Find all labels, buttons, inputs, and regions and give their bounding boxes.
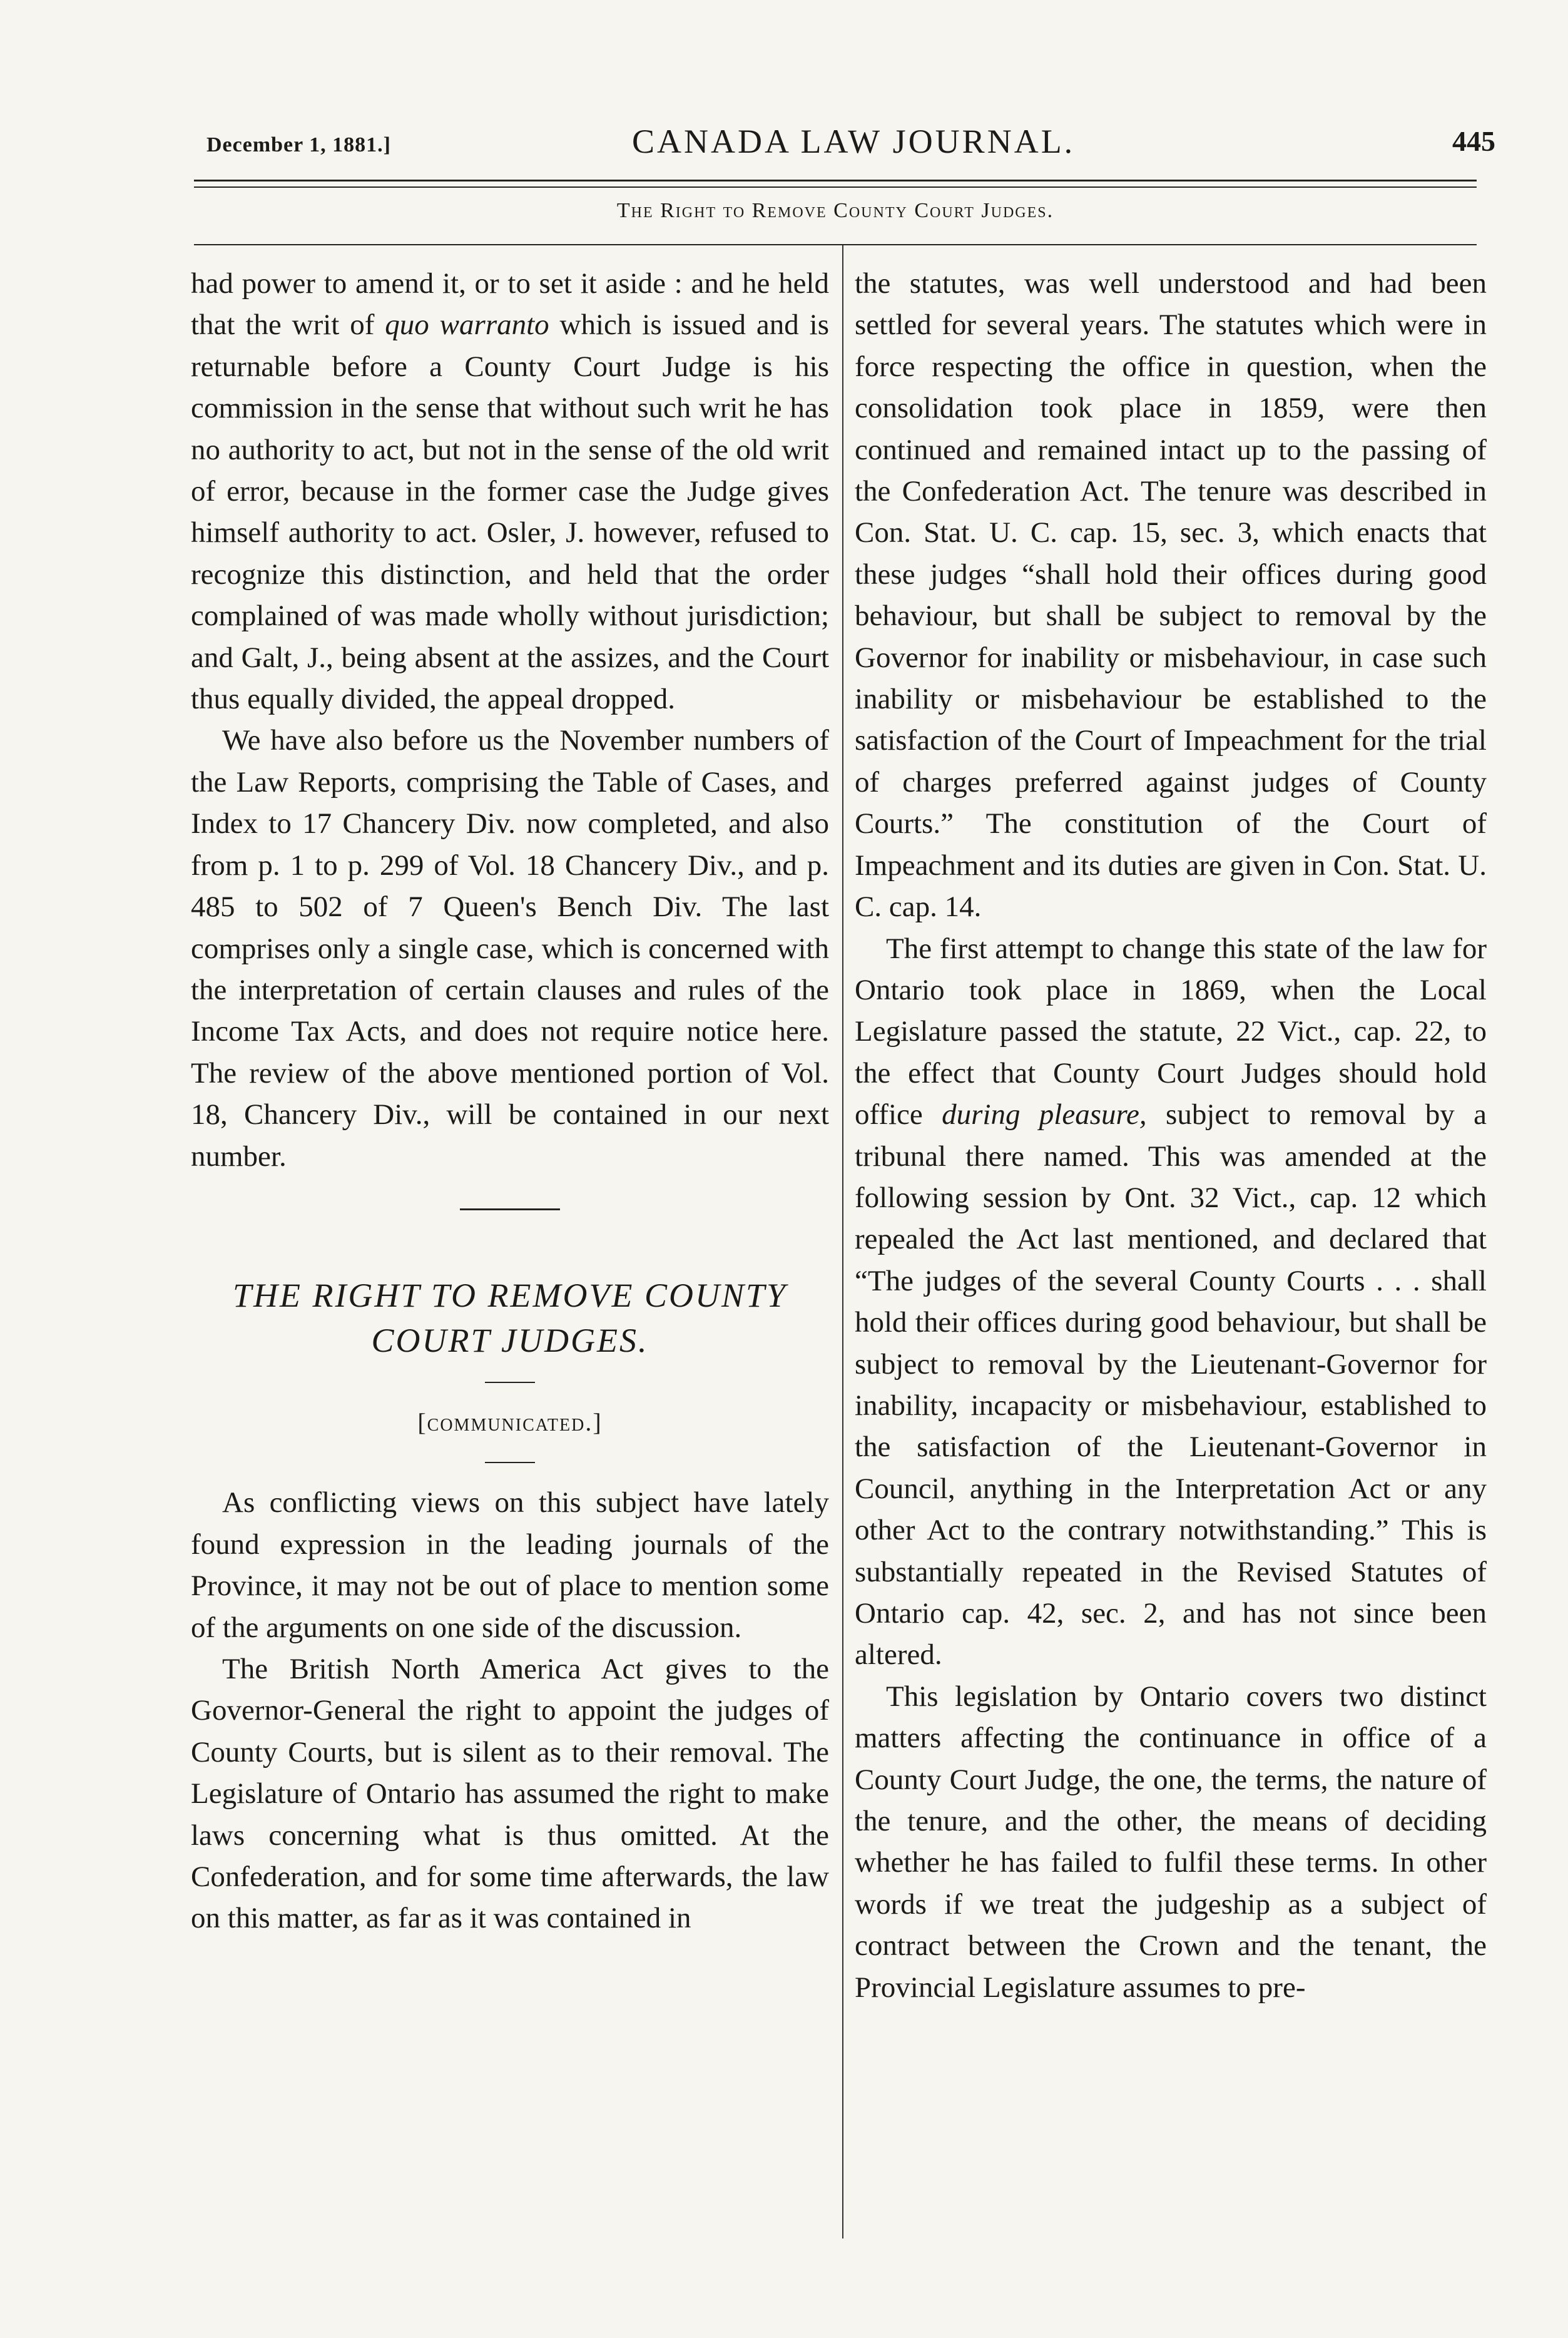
text-run: subject to removal by a tribunal there named. This was amended at the following session by Ont. 32 Vict., cap. 12 which repealed the Act last mentioned, and declared that “The judges of the several County Courts . . . shall hold their offices during good behaviour, but shall be subject to removal by the Lieutenant-Governor for inability, incapacity or misbehaviour, established to the satisfaction of the Lieutenant-Governor in Council, anything in the Interpretation Act or any other Act to the contrary notwithstanding.” This is substantially repeated in the Revised Statutes of Ontario cap. 42, sec. 2, and has not since been altered. (855, 1098, 1487, 1672)
byline-rule (485, 1462, 535, 1463)
paragraph: This legislation by Ontario covers two distinct matters affecting the continuance in office of a County Court Judge, the one, the terms, the nature of the tenure, and the other, the means of deciding whether he has failed to fulfil these terms. In other words if we treat the judgeship as a subject of contract between the Crown and the tenant, the Provincial Legislature assumes to pre- (855, 1680, 1487, 2004)
page-number: 445 (1452, 125, 1495, 157)
running-head (206, 122, 1495, 166)
italic-text: quo warranto (385, 309, 549, 342)
article-title (191, 1273, 829, 1363)
column-divider (842, 245, 843, 2238)
text-run: had power to amend it, or to set it aside : and he held that the writ of (191, 267, 829, 342)
issue-date: December 1, 1881.] (206, 133, 391, 156)
journal-title: CANADA LAW JOURNAL. (632, 123, 1076, 160)
paragraph: As conflicting views on this subject have lately found expression in the leading journals of the Province, it may not be out of place to mention some of the arguments on one side of the discussion. (191, 1486, 829, 1644)
paragraph: The British North America Act gives to the Governor-General the right to appoint the judges of County Courts, but is silent as to their removal. The Legislature of Ontario has assumed the right to make laws concerning what is thus omitted. At the Confederation, and for some time afterwards, the law on this matter, as far as it was contained in (191, 1652, 829, 1935)
left-column (191, 263, 829, 1939)
paragraph (191, 263, 829, 720)
article-title-line-2: COURT JUDGES. (371, 1321, 649, 1359)
paragraph (855, 928, 1487, 1676)
section-heading: The Right to Remove County Court Judges. (616, 199, 1054, 222)
text-run: The first attempt to change this state of the law for Ontario took place in 1869, when the Local Legislature passed the statute, 22 Vict., cap. 22, to the effect that County Court Judges should hold office (855, 932, 1487, 1131)
article-separator (460, 1208, 560, 1210)
byline: [communicated.] (417, 1407, 603, 1436)
paragraph: the statutes, was well understood and had been settled for several years. The statutes which were in force respecting the office in question, when the consolidation took place in 1859, were then continued and remained intact up to the passing of the Confederation Act. The tenure was described in Con. Stat. U. C. cap. 15, sec. 3, which enacts that these judges “shall hold their offices during good behaviour, but shall be subject to removal by the Governor for inability or misbehaviour, in case such inability or misbehaviour be established to the satisfaction of the Court of Impeachment for the trial of charges preferred against judges of County Courts.” The constitution of the Court of Impeachment and its duties are given in Con. Stat. U. C. cap. 14. (855, 267, 1487, 924)
header-rule-thick (194, 180, 1477, 181)
section-rule (194, 244, 1477, 245)
article-title-line-1: THE RIGHT TO REMOVE COUNTY (232, 1276, 788, 1314)
paragraph: We have also before us the November numbers of the Law Reports, comprising the Table of Cases, and Index to 17 Chancery Div. now completed, and also from p. 1 to p. 299 of Vol. 18 Chancery Div., and p. 485 to 502 of 7 Queen's Bench Div. The last comprises only a single case, which is concerned with the interpretation of certain clauses and rules of the Income Tax Acts, and does not require notice here. The review of the above mentioned portion of Vol. 18, Chancery Div., will be contained in our next number. (191, 724, 829, 1173)
text-run: which is issued and is returnable before a County Court Judge is his commission in the sense that without such writ he has no authority to act, but not in the sense of the old writ of error, because in the former case the Judge gives himself authority to act. Osler, J. however, refused to recognize this distinction, and held that the order complained of was made wholly without jurisdiction; and Galt, J., being absent at the assizes, and the Court thus equally divided, the appeal dropped. (191, 309, 829, 716)
title-rule (485, 1382, 535, 1383)
right-column (855, 263, 1487, 2008)
italic-text: during pleasure, (942, 1098, 1147, 1131)
header-rule-thin (194, 186, 1477, 188)
